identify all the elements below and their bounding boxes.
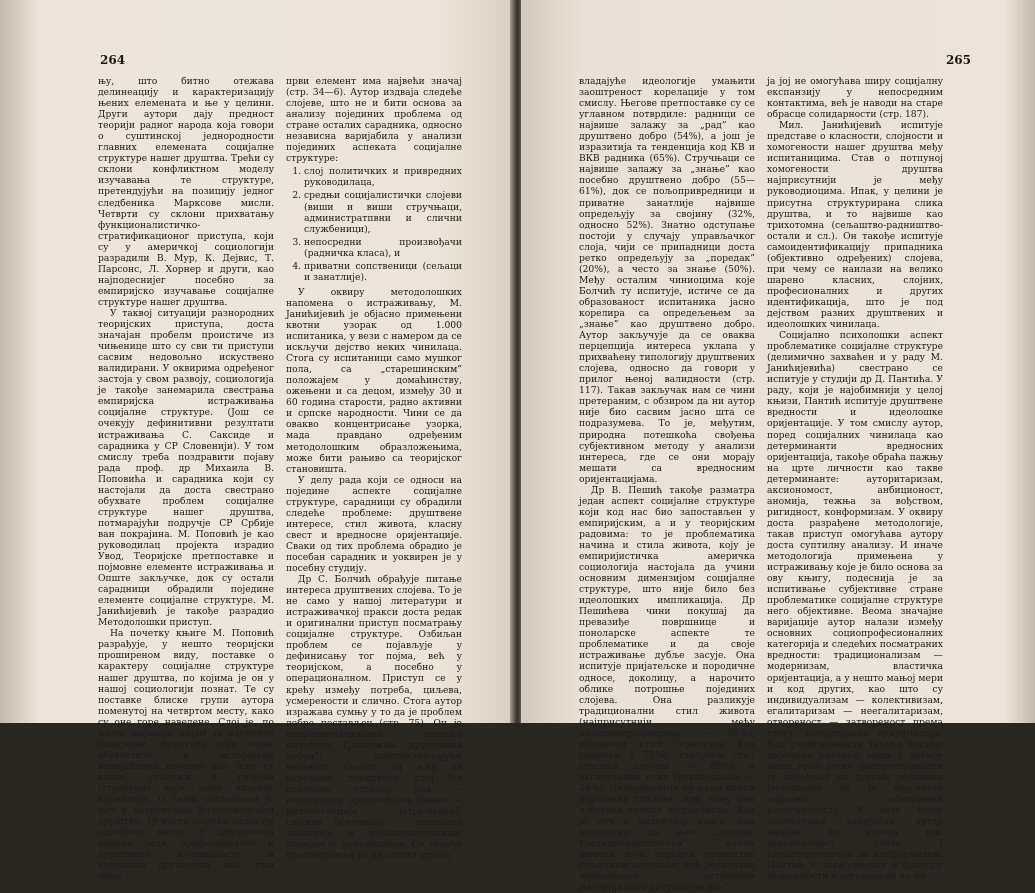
list-item: 2. средњи социјалистички слојеви (виши и виши стручњаци, администратпвни и слични службеници), xyxy=(304,190,462,234)
right-column-2 xyxy=(767,76,943,882)
paragraph: У делу рада који се односи на поједине аспекте социјалне структуре, сарадници су обрадили следеће проблеме: друштвене интересе, стил живота, класну свест и вредносне оријентације. Сваки од тих проблема обрадио је посебан сарадник и уоквирен је у посебну студију. xyxy=(286,474,462,575)
page-number-left: 264 xyxy=(100,53,126,67)
left-column-1 xyxy=(98,76,274,882)
page-edge-shadow xyxy=(1005,0,1035,723)
paragraph: На почетку књиге М. Поповић разрађује, у нешто теоријски проширеном виду, поставке о карактеру социјалне структуре нашег друштва, по којима је он у нашој социологији познат. Те су поставке блиске групи аутора поменутој на четвртом месту, како су оне горе наведене. Слој је, по њему, најшири појам за елементе социјалне структуре који може обухватити и историјски варијабилне појмове као што су класе, сталежи и слојеви (стратуми) који нису класног карактера. О овим последњим је реч у савременом југословенском друштву. Ту врсту слојева одликује одређено место у друштвеној подели рада, професионалне и друштвене неједнакости и неједнака друштвена моћ, при чему xyxy=(98,628,274,883)
page-edge-shadow xyxy=(0,0,40,723)
paragraph: ја јој не омогућава ширу социјалну експанзију у непосредним контактима, већ је наводи на старе обрасце солидарности (стр. 187). xyxy=(767,76,943,121)
paragraph: Др В. Пешић такође разматра један аспект социјалне структуре који код нас био запостављен у емпиријским, а и у теоријским радовима: то је проблематика начина и стила живота, коју је емпиријистичка америчка социологија настојала да учини основним димензијом социјалне структуре, што није било без идеолошких импликација. Др Пешићева чини покушај да превазиђе површнице и поноларске аспекте те проблематике и да своје истраживање дубље засује. Она испитује пријатељске и породичне односе, доколицу, а нарочито облике потрошње појединих слојева. Она разликује традиционални стил живота (најприсутнији међу пољопривредницима — 65%), раднички стил (присутан код радника у 75%), статусни стил (средњи слојеви — 65%) и ексклузивни стил (руководиоци — 24%). Интересантни су њени описи појединих стилова, при чему она избегава плитки журналисам. Кад је реч о радничкој класи, она констатује да њен „псеудо-традиционалистички” начин живота није одређен превентно сељачким пореклом, већ релативно неповољним актуелном материјалном ситуацијом ко- xyxy=(579,484,755,893)
paragraph: У оквиру методолошких напомена о истраживању, М. Јанићијевић је објасно примењени квотни узорак од 1.000 испитаника, у вези с намером да се искључи дејство неких чинилаца. Стога су испитаници само мушког пола, са „старешинским” положајем у домаћинству, ожењени и са децом, између 30 и 60 година старости, радно активни и српске народности. Чини се да овакво концентрисање узорка, мада правдано одређеним методолошким образложењима, може бити рањиво са теоријског становишта. xyxy=(286,286,462,475)
paragraph: први елемент има највећи значај (стр. 34—6). Аутор издваја следеће слојеве, што не и бити основа за анализу појединих проблема од стране осталих сарадника, односно независна варијабила у анализи појединих аспеката социјалне структуре: xyxy=(286,76,462,165)
paragraph: У таквој ситуацији разнородних теоријских приступа, доста значајан пробелм проистиче из чињенице што су сви ти приступи сасвим недовољно искуствено валидирани. У оквирима одређеног застоја у свом развоју, социологија је такође занемарила свестрања емпиријска истраживања социјалне структуре. (Још се очекују дефинитивни резултати истраживања С. Саксиде и сарадника у СР Словенији). У том смислу треба поздравити појаву рада проф. др Михаила В. Поповића и сарадника који су настојали да доста свестрано обухвате проблем социјалне структуре нашег друштва, потмарајући подручје СР Србије ван покрајина. М. Поповић је као руководилац пројекта израдио Увод, Теоријске претпоставке и појмовне елементе истраживања и Опште закључке, док су остали сарадници обрадили поједине елементе социјалне структуре. М. Јанићијевић је такође разрадио Методолошки приступ. xyxy=(98,307,274,629)
paragraph: владајуће идеологије умањити заоштреност корелације у том смислу. Његове претпоставке су се углавном потврдиле: радници се највише залажу за „рад” као друштвено добро (54%), а још је изразитија та тенденција код КВ и ВКВ радника (65%). Стручњаци се највише залажу за „знање” као посебно друштвено добро (55—61%), док се пољопривредници и приватне занатлије највише опредељују за својину (32%, односно 52%). Знатно одступање постоји у случају управљачког слоја, чији се припадници доста ретко опредељују за „поредак” (20%), а често за знање (50%). Међу осталим чиниоцима које Болчић ту испитује, истиче се да образованост испитаника јасно корелира са опредељењем за „знање” као друштвено добро. Аутор закључује да се оваква перцепција интереса уклапа у прихваћену типологију друштвених слојева, односно да говори у прилог њеној валидности (стр. 117). Такав закључак нам се чини претераним, с обзиром да ни аутор није био сасвим јасно шта се подразумева. То је, међутим, природна потешкоћа свођења субјективном методу у анализи интереса, где се они морају мешати са вредносним оријентацијама. xyxy=(579,76,755,485)
paragraph: Мил. Јанићијевић испитује представе о класности, слојности и хомогености нашег друштва међу испитаницима. Став о потпуној хомогености друштва најприсутнији је међу руководиоцима. Ипак, у целини је присутна структурирана слика друштва, и то највише као трихотомна (сељаштво-радништво-остали и сл.). Он такође испитује самоидентификацију припадника (објективно одређених) слојева, при чему се наилази на велико шарено класних, слојних, професионалних и других идентификација, што је под дејством разних друштвених и идеолошких чинилаца. xyxy=(767,120,943,331)
numbered-list xyxy=(286,166,462,282)
list-item: 3. непосредни произвођачи (радничка класа), и xyxy=(304,237,462,259)
right-page xyxy=(521,0,1035,893)
right-column-1 xyxy=(579,76,755,893)
paragraph: Социјално психолошки аспект проблематике социјалне структуре (делимично захваћен и у раду М. Јанићијевића) свестрано се испитује у студији др Д. Пантића. У раду, који је најобимнији у целој књизи, Пантић испитује друштвене вредности и идеолошке оријентације. У том смислу аутор, поред социјалних чинилаца као детерминанти вредносних оријентација, такође обраћа пажњу на црте личности као такве детерминанте: ауторитаризам, аксиономост, анбиционост, аномија, тежња за вођством, ригидност, конформизам. У оквиру доста разрађене методологије, такав приступ омогућава аутору доста суптилну анализу. И иначе методологија примењена у истраживању које је било основа за ову књигу, подеснија је за испитивање субјективне стране проблематике социјалне структуре него објективне. Веома значајне варијације аутор налази између основних социопрофесионалних категорија и следећих посматраних вредности: традиционализам — модернизам, властичка оријентација, а у нешто мањој мери и код других, као што су индивидуализам — колективизам, егалитаризам — неегалитаризам, отвореност — затвореност према свету, самоуправна оријентација. Код религиозности такође постоје одређене разлике, мада у оквиру њене врло ретке распространости (у поређењу са другим деловима Југославије то је вероватно најнижа забележена религиозност). У вези борју посматрање варијабли аутор налази до израза тзв. закривљеност слова Ј карактеристична за конформизам. Пантић је тога свестан и фактору пожељности у одговарању на пи- xyxy=(767,330,943,883)
page-number-right: 265 xyxy=(945,53,971,67)
paragraph: Др С. Болчић обрађује питање интереса друштвених слојева. То је не само у нашој литератури и истраживачкој пракси доста редак и оригинални приступ посматрању социјалне структуре. Озбиљан проблем се појављује у дефинисању тог појма, већ у теоријском, а посебно у операционалном. Приступ се у крећу између потреба, циљева, усмерености и слично. Стога аутор изражава сумњу у то да је проблем добро постављен (стр. 75). Он је операционализовао следеће интересе („понежња друштвена добра”), претпостављајући везаност сваког од њих за одређени друштвени слој (уз одређене отраде): рад — непосредни произвођачи, знање — интелигенција (стручњаци), својина (имовина) — приватне занатлије и пољопривредници, поредак — руководиоци. Он такође претпоставља да не општи утицај xyxy=(286,574,462,862)
list-item: 1. слој политичких и привредних руководилаца, xyxy=(304,166,462,188)
list-item: 4. приватни сопственици (сељаци и занатлије). xyxy=(304,261,462,283)
left-page xyxy=(0,0,514,883)
paragraph: њу, што битно отежава делинеацију и карактеризацију њених елемената и ње у целини. Други аутори дају предност теорији радног народа која говори о суштинској једнородности главних елемената социјалне структуре нашег друштва. Трећи су склони конфликтном моделу изучавања те структуре, претендујући на позицију једног следбеника Марксове мисли. Четврти су склони прихватању функционалистичко-стратификационог приступа, који су у америчкој социологији разрадили В. Мур, К. Дејвис, Т. Парсонс, Л. Хорнер и други, као најподеснијег посебно за емпиријско изучавање социјалне структуре нашег друштва. xyxy=(98,76,274,308)
left-column-2 xyxy=(286,76,462,861)
